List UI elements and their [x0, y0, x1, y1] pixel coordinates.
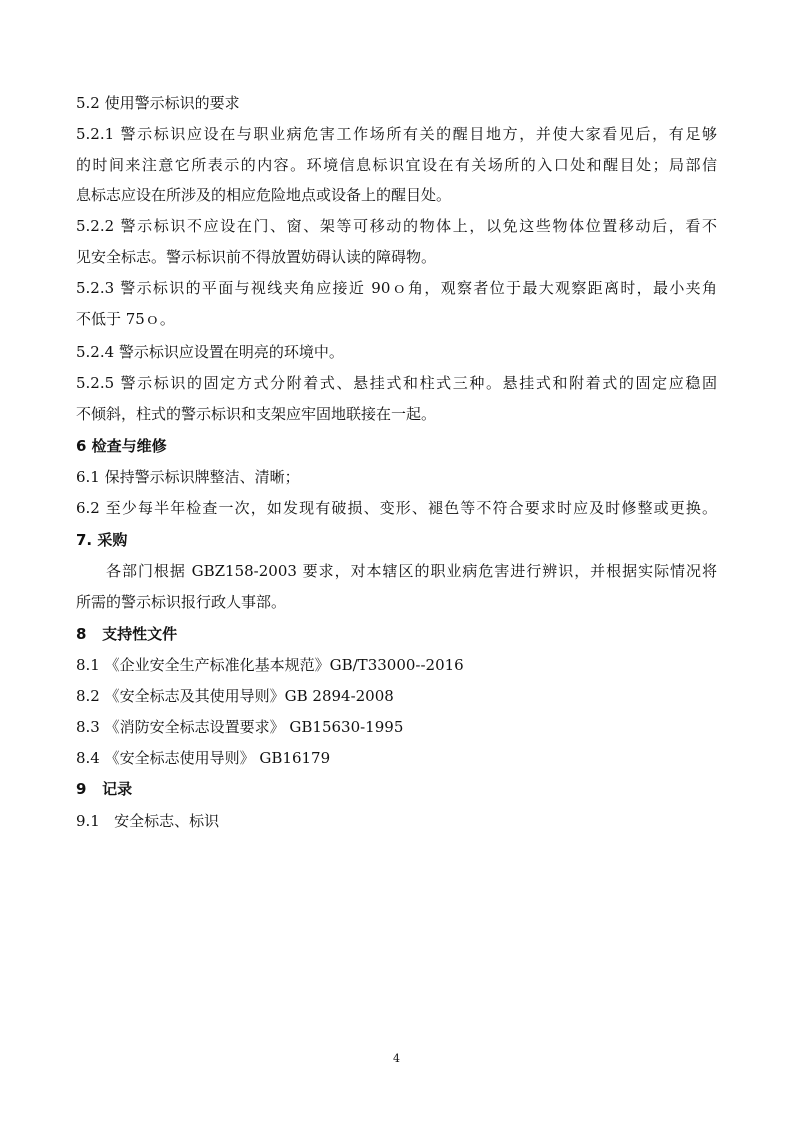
- record-item: 9.1 安全标志、标识: [76, 812, 220, 830]
- paragraph-line: 5.2.4 警示标识应设置在明亮的环境中。: [76, 343, 344, 361]
- reference-item: 8.4 《安全标志使用导则》 GB16179: [76, 749, 331, 767]
- section-heading: 8 支持性文件: [76, 625, 178, 643]
- section-heading: 6 检查与维修: [76, 437, 167, 455]
- paragraph-line: 5.2.1 警示标识应设在与职业病危害工作场所有关的醒目地方，并使大家看见后，有足够: [76, 125, 717, 143]
- paragraph-line: 5.2.2 警示标识不应设在门、窗、架等可移动的物体上，以免这些物体位置移动后，看不: [76, 217, 717, 235]
- section-heading: 5.2 使用警示标识的要求: [76, 94, 240, 112]
- paragraph-line: 不倾斜，柱式的警示标识和支架应牢固地联接在一起。: [76, 405, 437, 423]
- page-number: 4: [393, 1052, 400, 1065]
- reference-item: 8.2 《安全标志及其使用导则》GB 2894-2008: [76, 687, 394, 705]
- section-heading: 9 记录: [76, 780, 133, 798]
- paragraph-line: 见安全标志。警示标识前不得放置妨碍认读的障碍物。: [76, 248, 437, 266]
- paragraph-line: 5.2.3 警示标识的平面与视线夹角应接近 90ｏ角，观察者位于最大观察距离时，最小夹角: [76, 279, 717, 297]
- paragraph-line: 6.2 至少每半年检查一次，如发现有破损、变形、褪色等不符合要求时应及时修整或更换。: [76, 499, 717, 517]
- section-heading: 7. 采购: [76, 531, 128, 549]
- paragraph-line: 不低于 75ｏ。: [76, 310, 175, 328]
- paragraph-line: 息标志应设在所涉及的相应危险地点或设备上的醒目处。: [76, 186, 452, 204]
- paragraph-line: 5.2.5 警示标识的固定方式分附着式、悬挂式和柱式三种。悬挂式和附着式的固定应稳固: [76, 374, 717, 392]
- paragraph-line: 各部门根据 GBZ158-2003 要求，对本辖区的职业病危害进行辨识，并根据实际情况将: [106, 562, 717, 580]
- reference-item: 8.1 《企业安全生产标准化基本规范》GB/T33000--2016: [76, 656, 464, 674]
- paragraph-line: 6.1 保持警示标识牌整洁、清晰；: [76, 468, 300, 486]
- reference-item: 8.3 《消防安全标志设置要求》 GB15630-1995: [76, 718, 404, 736]
- paragraph-line: 所需的警示标识报行政人事部。: [76, 593, 287, 611]
- paragraph-line: 的时间来注意它所表示的内容。环境信息标识宜设在有关场所的入口处和醒目处；局部信: [76, 156, 717, 174]
